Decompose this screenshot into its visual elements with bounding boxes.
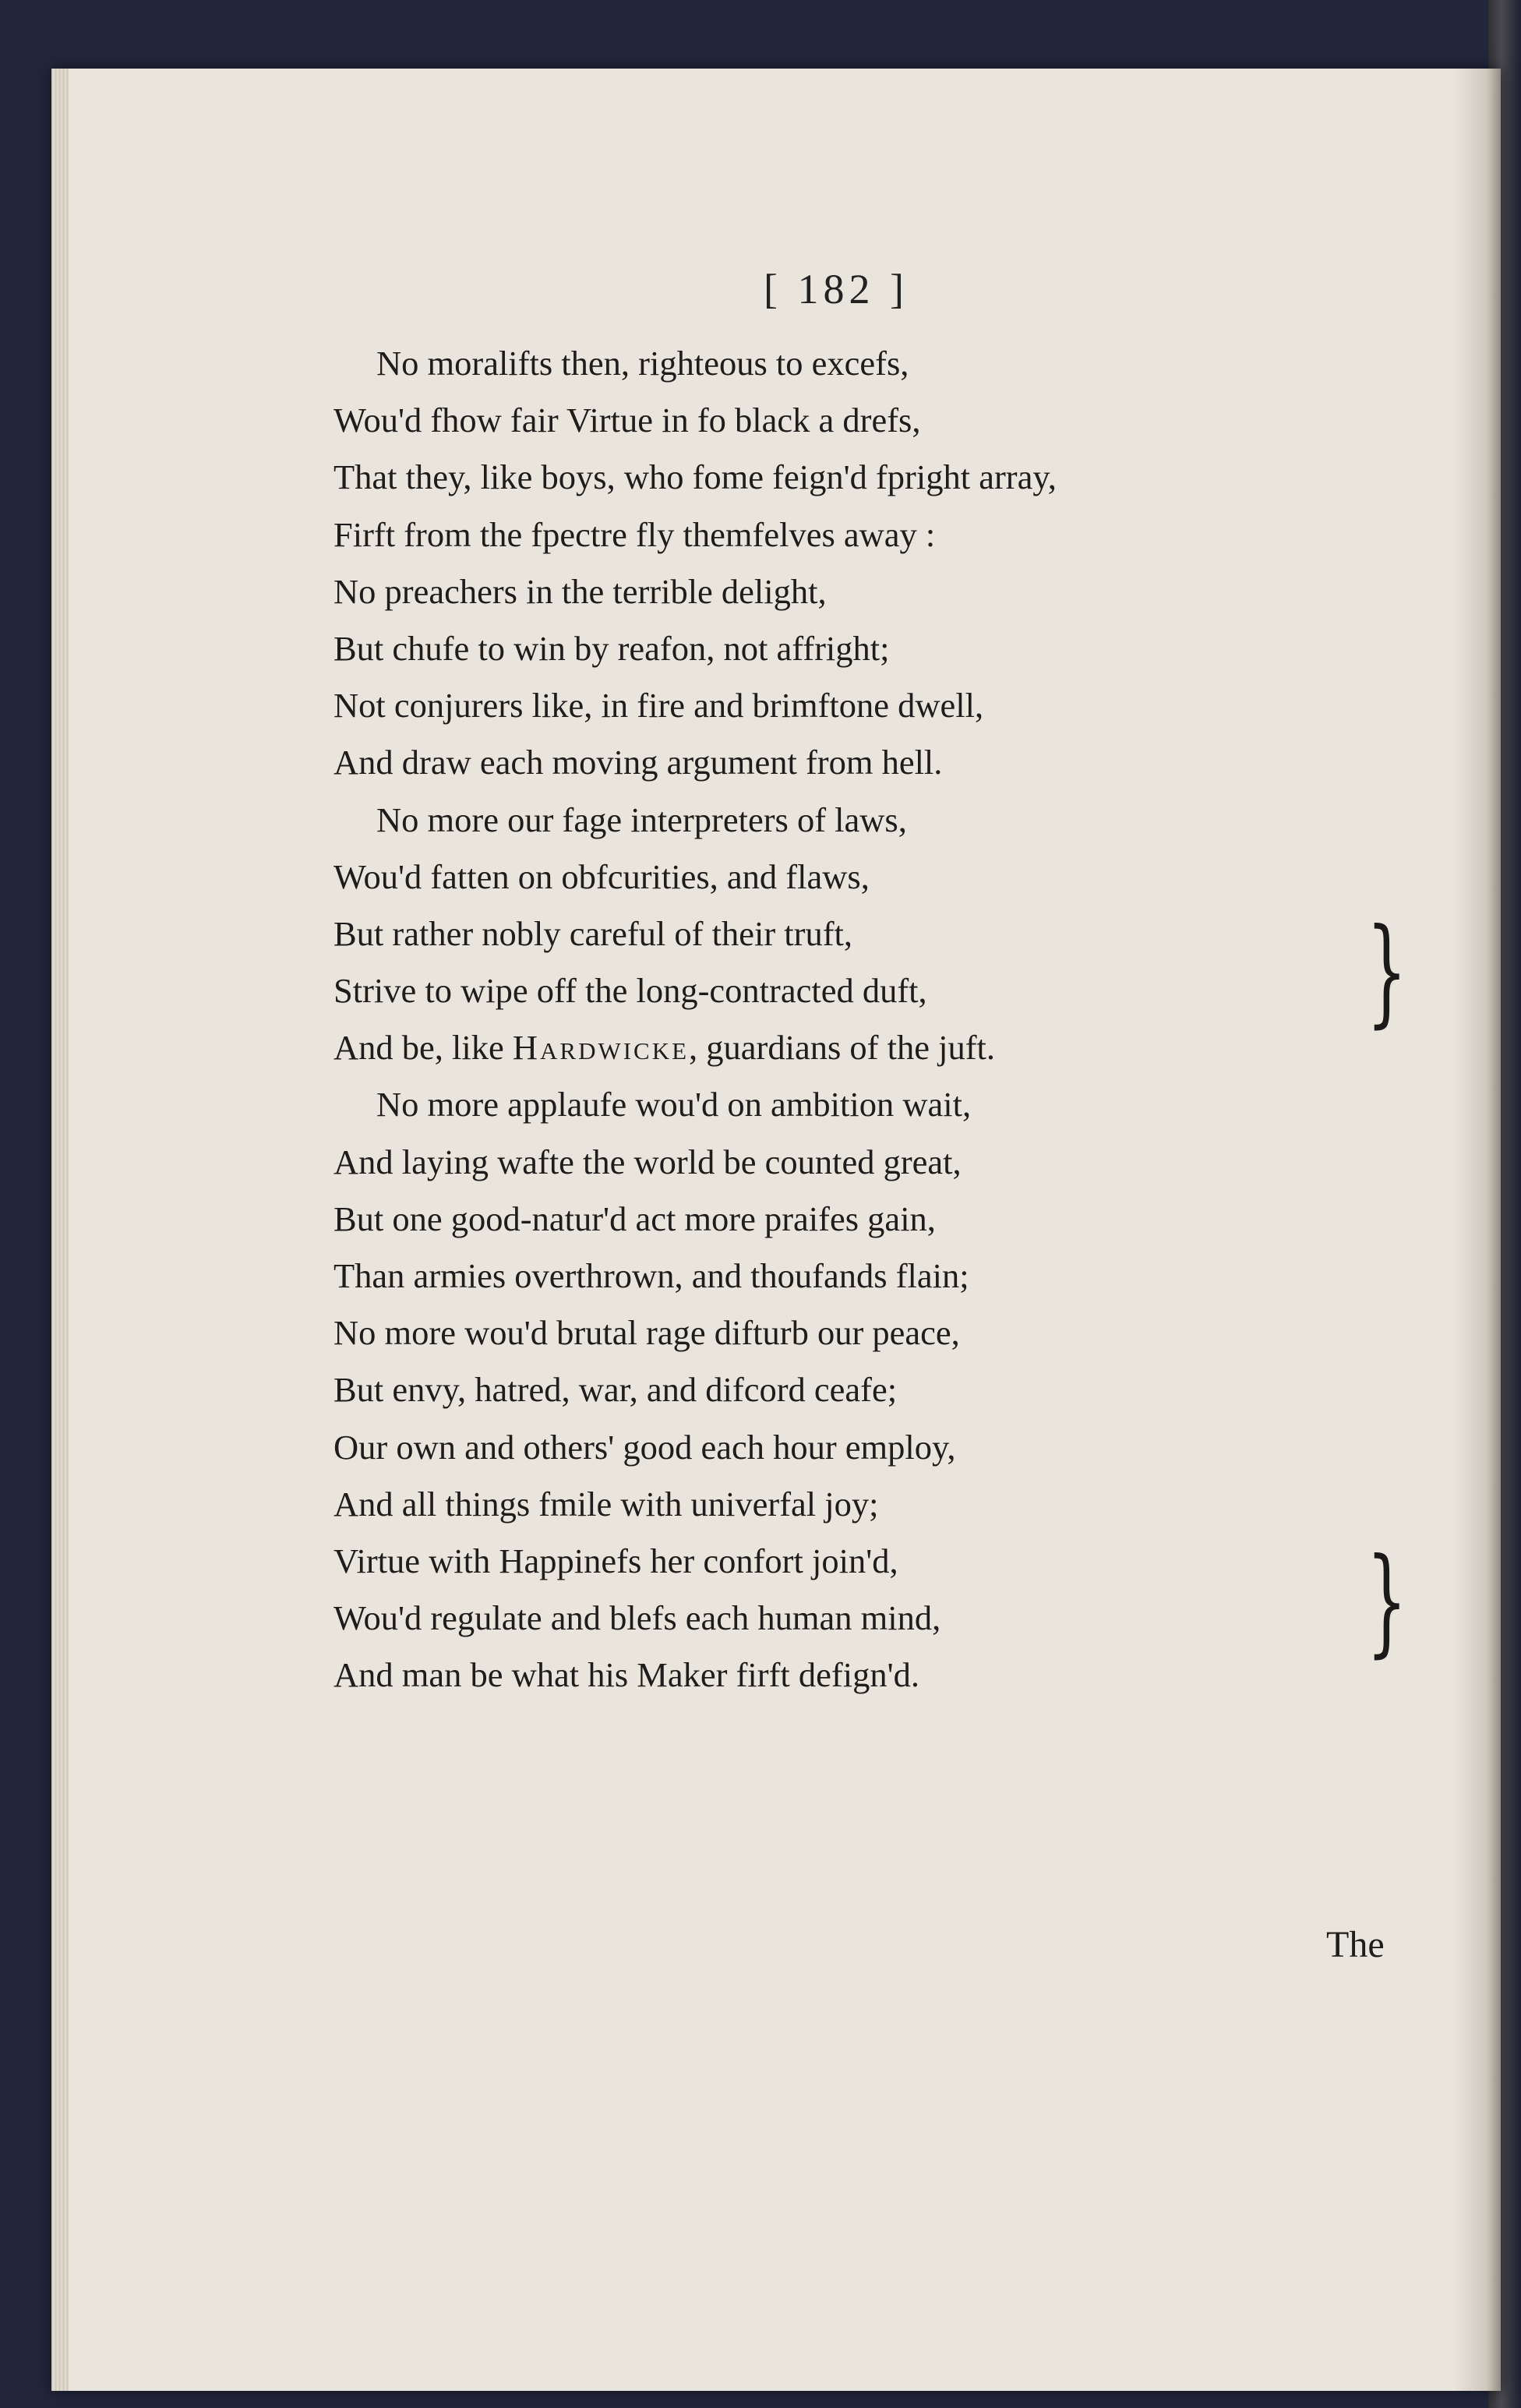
verse-line: But rather nobly careful of their truft, [333, 913, 853, 953]
triplet-brace-icon: } [1366, 904, 1407, 1040]
verse-line: Wou'd regulate and blefs each human mind, [333, 1598, 941, 1638]
verse-line: Not conjurers like, in fire and brimftone dwell, [333, 686, 984, 726]
catchword: The [1326, 1924, 1385, 1965]
verse-line: Wou'd fhow fair Virtue in fo black a drefs, [333, 401, 921, 440]
name-hardwicke: Hardwicke [512, 1028, 690, 1068]
verse-line: But chufe to win by reafon, not affright; [333, 628, 890, 668]
verse-line: Our own and others' good each hour employ, [333, 1427, 956, 1467]
verse-line: And laying wafte the world be counted great, [333, 1142, 962, 1181]
verse-line: And draw each moving argument from hell. [333, 743, 943, 782]
verse-block [333, 335, 1362, 1704]
verse-line: And all things fmile with univerfal joy; [333, 1484, 879, 1524]
verse-line: No moralifts then, righteous to excefs, [376, 344, 909, 383]
verse-line: Virtue with Happinefs her confort join'd, [333, 1541, 898, 1580]
verse-line: But envy, hatred, war, and difcord ceafe; [333, 1370, 898, 1410]
verse-line: Than armies overthrown, and thoufands flain; [333, 1256, 969, 1295]
verse-line: Strive to wipe off the long-contracted duft, [333, 971, 927, 1011]
page-edges [51, 69, 69, 2391]
line-text: And be, like [333, 1028, 513, 1068]
verse-line: Wou'd fatten on obfcurities, and flaws, [333, 856, 870, 896]
verse-line: And man be what his Maker firft defign'd. [333, 1655, 919, 1695]
verse-line: No preachers in the terrible delight, [333, 571, 827, 611]
verse-line [333, 1019, 1362, 1076]
verse-line: No more applaufe wou'd on ambition wait, [376, 1085, 972, 1125]
verse-line: But one good-natur'd act more praifes gain, [333, 1199, 936, 1238]
verse-line: Firft from the fpectre fly themfelves away : [333, 514, 936, 554]
verse-line: No more our fage interpreters of laws, [376, 800, 907, 839]
verse-line: No more wou'd brutal rage difturb our peace, [333, 1313, 960, 1353]
triplet-brace-icon: } [1366, 1534, 1407, 1669]
line-text: , guardians of the juft. [689, 1028, 996, 1068]
page-gutter [1454, 69, 1501, 2391]
verse-line: That they, like boys, who fome feign'd fpright array, [333, 457, 1057, 497]
page-number: [ 182 ] [764, 266, 909, 312]
